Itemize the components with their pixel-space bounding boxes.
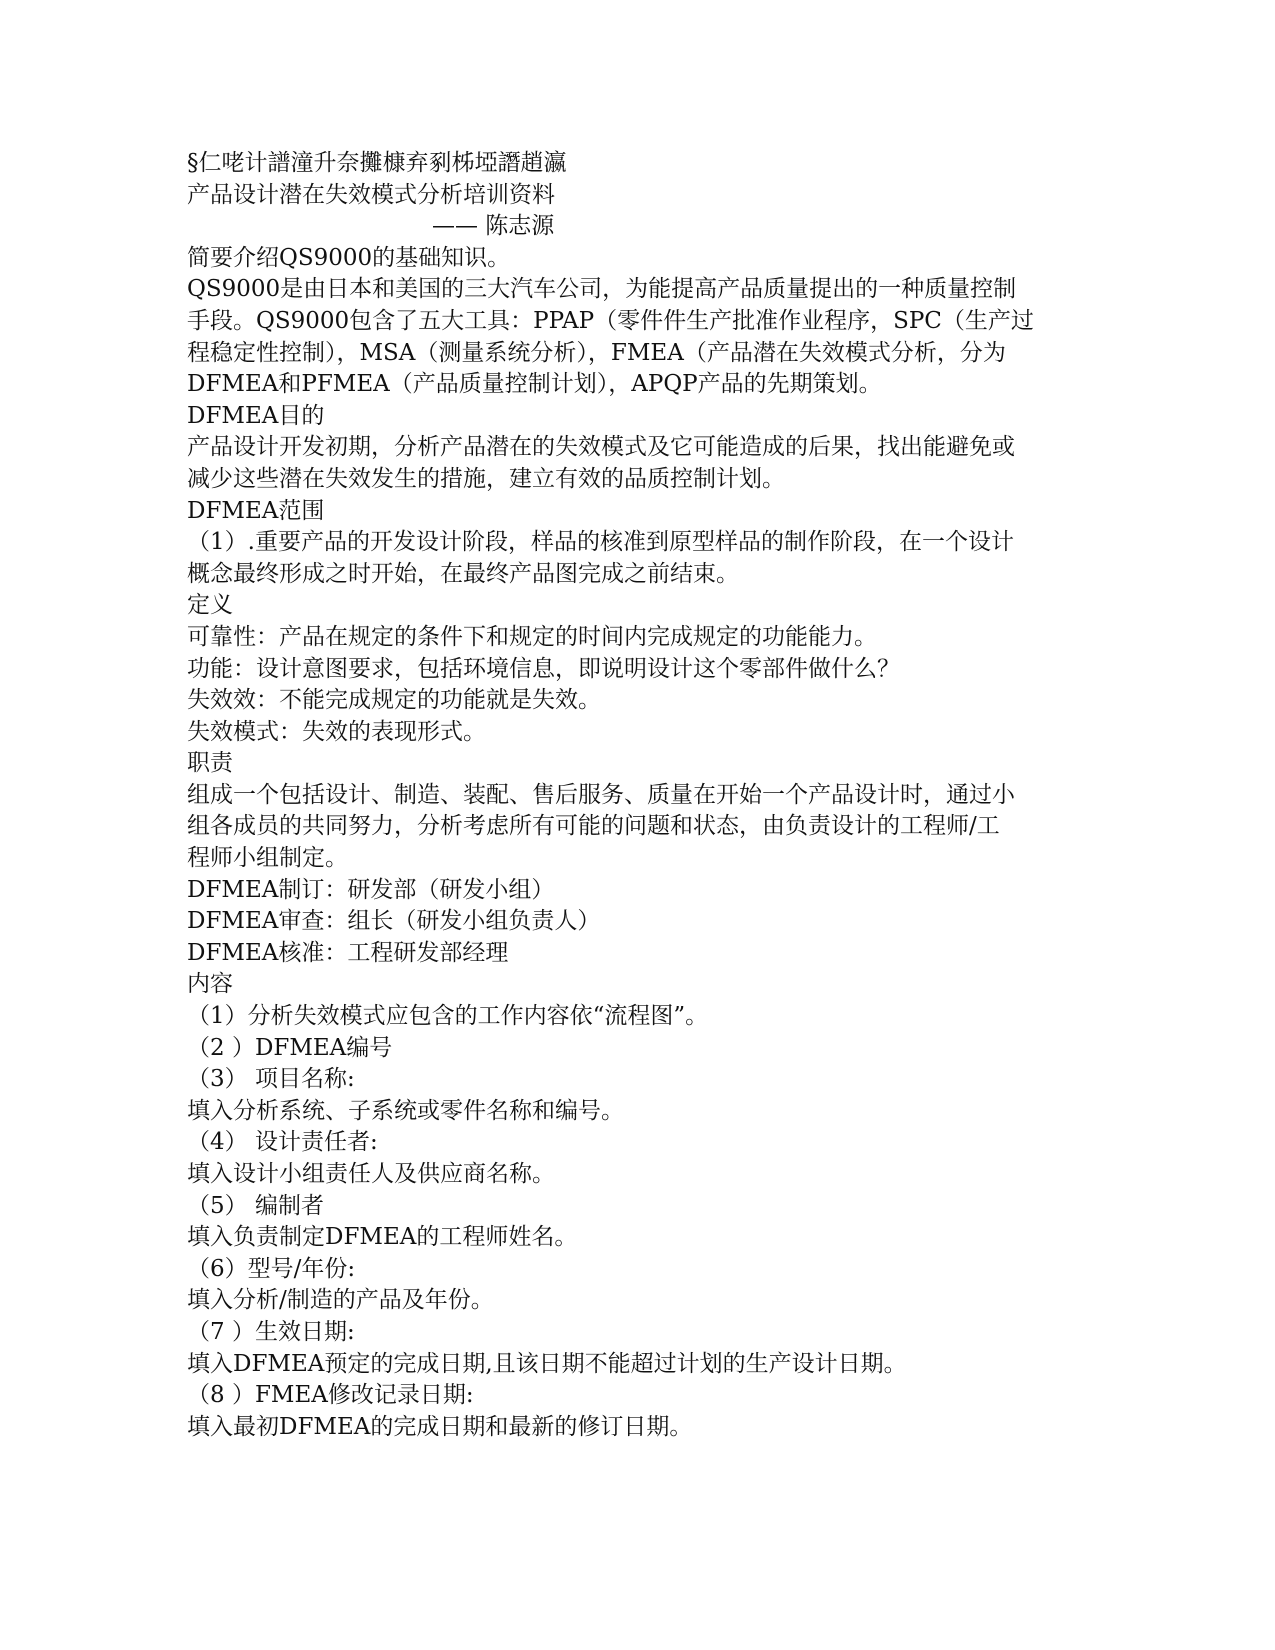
content-item-detail: 填入分析系统、子系统或零件名称和编号。 (187, 1097, 624, 1124)
paragraph-line: QS9000是由日本和美国的三大汽车公司，为能提高产品质量提出的一种质量控制 (187, 276, 1017, 303)
paragraph-line: 手段。QS9000包含了五大工具：PPAP（零件件生产批准作业程序，SPC（生产过 (187, 307, 1034, 334)
definition-line: 可靠性：产品在规定的条件下和规定的时间内完成规定的功能能力。 (187, 623, 877, 650)
content-item: （8 ）FMEA修改记录日期: (187, 1382, 474, 1409)
paragraph-line: 减少这些潜在失效发生的措施，建立有效的品质控制计划。 (187, 465, 785, 492)
section-heading-scope: DFMEA范围 (187, 497, 325, 524)
garbled-header-line: §仁咾计譜潼升奈攤槺弃剢柹埡譖趙瀛 (187, 150, 567, 176)
definition-line: 失效模式：失效的表现形式。 (187, 718, 486, 745)
content-item: （1）分析失效模式应包含的工作内容依“流程图”。 (187, 1003, 709, 1030)
role-line: DFMEA审查：组长（研发小组负责人） (187, 908, 601, 935)
content-item-detail: 填入设计小组责任人及供应商名称。 (187, 1161, 555, 1187)
content-item: （3） 项目名称: (187, 1066, 355, 1093)
document-author: —— 陈志源 (432, 213, 555, 240)
content-item-detail: 填入最初DFMEA的完成日期和最新的修订日期。 (187, 1413, 693, 1440)
role-line: DFMEA制订：研发部（研发小组） (187, 876, 555, 903)
paragraph-line: 程稳定性控制），MSA（测量系统分析），FMEA（产品潜在失效模式分析，分为 (187, 339, 1006, 366)
content-item-detail: 填入DFMEA预定的完成日期,且该日期不能超过计划的生产设计日期。 (187, 1350, 907, 1377)
intro-line: 简要介绍QS9000的基础知识。 (187, 244, 511, 271)
definition-line: 功能：设计意图要求，包括环境信息，即说明设计这个零部件做什么？ (187, 655, 900, 682)
content-item: （7 ）生效日期: (187, 1318, 355, 1345)
section-heading-content: 内容 (187, 971, 233, 998)
section-heading-responsibility: 职责 (187, 750, 233, 777)
document-body (187, 148, 1087, 1443)
paragraph-line: 概念最终形成之时开始，在最终产品图完成之前结束。 (187, 560, 739, 587)
section-heading-purpose: DFMEA目的 (187, 402, 325, 429)
paragraph-line: （1）.重要产品的开发设计阶段，样品的核准到原型样品的制作阶段，在一个设计 (187, 529, 1014, 556)
paragraph-line: 组各成员的共同努力，分析考虑所有可能的问题和状态，由负责设计的工程师/工 (187, 813, 1000, 840)
content-item-detail: 填入负责制定DFMEA的工程师姓名。 (187, 1224, 578, 1251)
paragraph-line: 产品设计开发初期，分析产品潜在的失效模式及它可能造成的后果，找出能避免或 (187, 434, 1015, 461)
content-item: （5） 编制者 (187, 1192, 324, 1219)
role-line: DFMEA核准：工程研发部经理 (187, 939, 509, 966)
document-title: 产品设计潜在失效模式分析培训资料 (187, 181, 555, 208)
paragraph-line: DFMEA和PFMEA（产品质量控制计划），APQP产品的先期策划。 (187, 371, 882, 398)
paragraph-line: 组成一个包括设计、制造、装配、售后服务、质量在开始一个产品设计时，通过小 (187, 781, 1015, 808)
content-item: （6）型号/年份: (187, 1255, 356, 1282)
content-item: （4） 设计责任者: (187, 1129, 378, 1156)
paragraph-line: 程师小组制定。 (187, 845, 348, 872)
definition-line: 失效效：不能完成规定的功能就是失效。 (187, 687, 601, 714)
content-item: （2 ）DFMEA编号 (187, 1034, 393, 1061)
section-heading-definition: 定义 (187, 592, 233, 619)
content-item-detail: 填入分析/制造的产品及年份。 (187, 1287, 494, 1314)
